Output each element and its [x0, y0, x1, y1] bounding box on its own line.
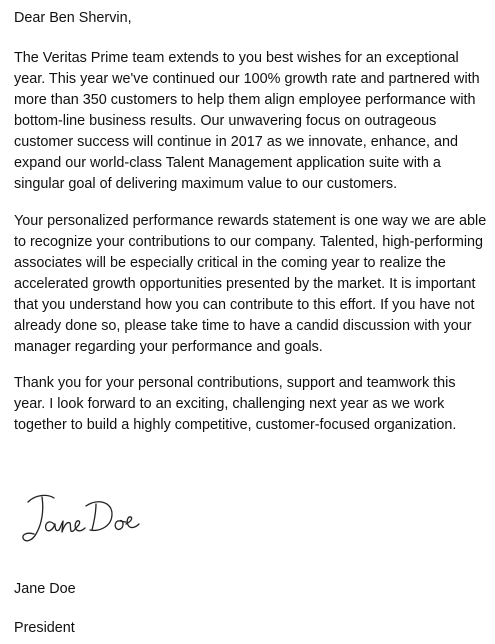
- paragraph-line: that you understand how you can contribute to this effort. If you have not: [14, 297, 475, 313]
- paragraph-line: accelerated growth opportunities presented by the market. It is important: [14, 276, 476, 292]
- paragraph-line: together to build a highly competitive, customer-focused organization.: [14, 417, 457, 433]
- letter-greeting: Dear Ben Shervin,: [14, 10, 132, 26]
- letter-paragraph-2: [14, 211, 486, 358]
- paragraph-line: customer success will continue in 2017 as we innovate, enhance, and: [14, 134, 458, 150]
- paragraph-line: expand our world-class Talent Management application suite with a: [14, 155, 441, 171]
- signer-title: President: [14, 620, 75, 636]
- paragraph-line: year. This year we've continued our 100% growth rate and partnered with: [14, 71, 480, 87]
- letter-paragraph-1: [14, 48, 486, 195]
- paragraph-line: The Veritas Prime team extends to you best wishes for an exceptional: [14, 50, 459, 66]
- paragraph-line: associates will be especially critical in the coming year to realize the: [14, 255, 446, 271]
- handwritten-signature: [14, 488, 164, 556]
- paragraph-line: singular goal of delivering maximum value to our customers.: [14, 176, 398, 192]
- letter-paragraph-3: [14, 373, 486, 436]
- paragraph-line: bottom-line business results. Our unwavering focus on outrageous: [14, 113, 437, 129]
- paragraph-line: to recognize your contributions to our company. Talented, high-performing: [14, 234, 484, 250]
- signer-name: Jane Doe: [14, 581, 76, 597]
- paragraph-line: Thank you for your personal contributions, support and teamwork this: [14, 375, 456, 391]
- paragraph-line: Your personalized performance rewards statement is one way we are able: [14, 213, 487, 229]
- paragraph-line: more than 350 customers to help them align employee performance with: [14, 92, 476, 108]
- paragraph-line: already done so, please take time to have a candid discussion with your: [14, 318, 472, 334]
- paragraph-line: year. I look forward to an exciting, challenging next year as we work: [14, 396, 445, 412]
- paragraph-line: manager regarding your performance and goals.: [14, 339, 323, 355]
